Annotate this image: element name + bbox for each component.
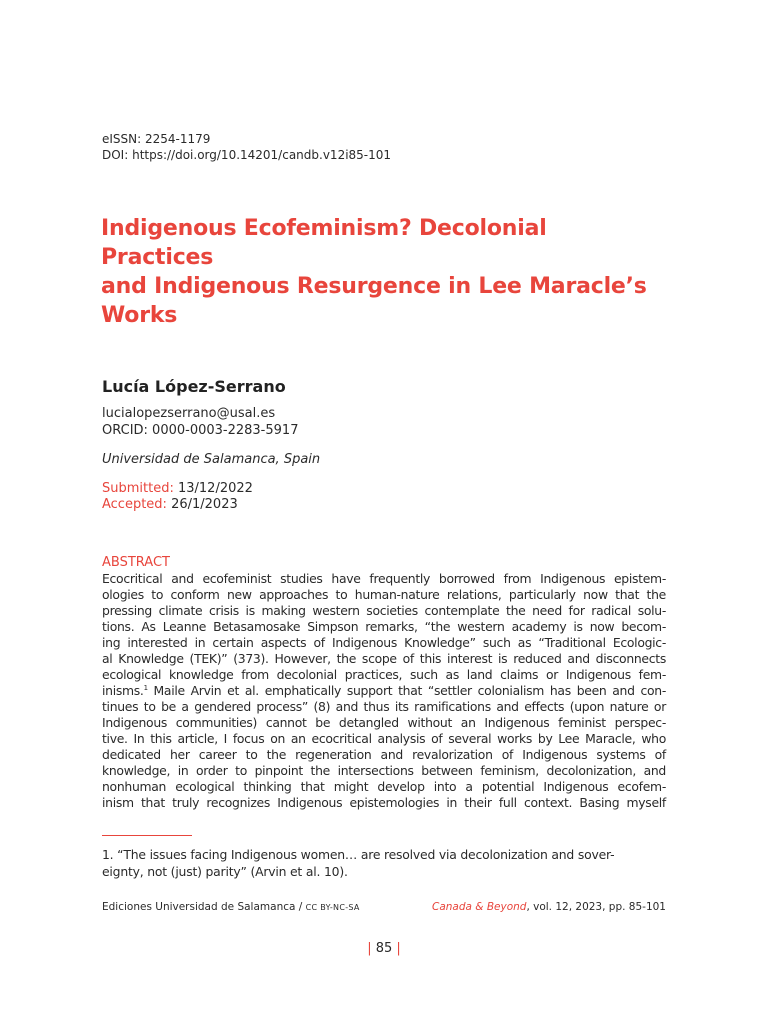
abstract-line xyxy=(102,683,666,699)
submitted-label: Submitted: xyxy=(102,481,174,496)
footnote xyxy=(102,846,666,880)
abstract-line-rest: Maile Arvin et al. emphatically support that “settler colonialism has been and con- xyxy=(153,683,666,698)
footnote-line: 1. “The issues facing Indigenous women… are resolved via decolonization and sover- xyxy=(102,847,615,862)
article-title xyxy=(101,214,661,330)
affiliation: Universidad de Salamanca, Spain xyxy=(102,452,321,467)
abstract-line-prefix: inisms. xyxy=(102,683,144,698)
abstract-line: dedicated her career to the regeneration and revalorization of Indigenous systems of xyxy=(102,747,666,762)
abstract-line: ologies to conform new approaches to human-nature relations, particularly now that the xyxy=(102,587,666,602)
footnote-ref[interactable]: 1 xyxy=(143,683,148,692)
title-line: and Indigenous Resurgence in Lee Maracle’s xyxy=(101,274,647,299)
abstract-line: pressing climate crisis is making western societies contemplate the need for radical solu- xyxy=(102,603,666,618)
accepted-date: 26/1/2023 xyxy=(171,497,238,512)
footnote-line: eignty, not (just) parity” (Arvin et al. 10). xyxy=(102,864,348,879)
submitted-row xyxy=(102,480,253,497)
abstract-line: al Knowledge (TEK)” (373). However, the scope of this interest is reduced and disconnects xyxy=(102,651,666,666)
abstract-line: tive. In this article, I focus on an ecocritical analysis of several works by Lee Maracle, who xyxy=(102,731,666,746)
eissn: eISSN: 2254-1179 xyxy=(102,132,211,146)
license[interactable]: CC BY-NC-SA xyxy=(305,903,360,912)
doi[interactable]: DOI: https://doi.org/10.14201/candb.v12i85-101 xyxy=(102,148,392,162)
abstract-line: knowledge, in order to pinpoint the intersections between feminism, decolonization, and xyxy=(102,763,666,778)
page-number xyxy=(0,941,768,956)
accepted-row xyxy=(102,496,238,513)
submitted-date: 13/12/2022 xyxy=(177,481,253,496)
footer-citation xyxy=(432,901,666,913)
author-name: Lucía López-Serrano xyxy=(102,377,286,396)
page-number-value: 85 xyxy=(375,941,393,956)
footer-publisher xyxy=(102,901,360,913)
publisher-name: Ediciones Universidad de Salamanca / xyxy=(102,901,306,913)
abstract-line: inism that truly recognizes Indigenous epistemologies in their full context. Basing myself xyxy=(102,795,666,810)
accepted-label: Accepted: xyxy=(102,497,167,512)
abstract-heading: ABSTRACT xyxy=(102,555,170,570)
footnote-divider xyxy=(102,835,192,836)
abstract-line: tions. As Leanne Betasamosake Simpson remarks, “the western academy is now becom- xyxy=(102,619,666,634)
abstract-line: tinues to be a gendered process” (8) and thus its ramifications and effects (upon nature or xyxy=(102,699,666,714)
abstract-line: Indigenous communities) cannot be detangled without an Indigenous feminist perspec- xyxy=(102,715,666,730)
abstract-line: ing interested in certain aspects of Indigenous Knowledge” such as “Traditional Ecologic- xyxy=(102,635,666,650)
page-bar-right: | xyxy=(396,941,401,956)
abstract-line: ecological knowledge from decolonial practices, such as land claims or Indigenous fem- xyxy=(102,667,666,682)
author-email[interactable]: lucialopezserrano@usal.es xyxy=(102,406,276,421)
title-line: Works xyxy=(101,303,178,328)
page-bar-left: | xyxy=(367,941,372,956)
journal-name: Canada & Beyond xyxy=(432,901,527,913)
citation-details: , vol. 12, 2023, pp. 85-101 xyxy=(526,901,666,913)
title-line: Indigenous Ecofeminism? Decolonial Practices xyxy=(101,216,547,270)
abstract-line: Ecocritical and ecofeminist studies have frequently borrowed from Indigenous epistem- xyxy=(102,571,666,586)
author-orcid: ORCID: 0000-0003-2283-5917 xyxy=(102,423,299,438)
abstract-body xyxy=(102,571,666,811)
abstract-line: nonhuman ecological thinking that might develop into a potential Indigenous ecofem- xyxy=(102,779,666,794)
